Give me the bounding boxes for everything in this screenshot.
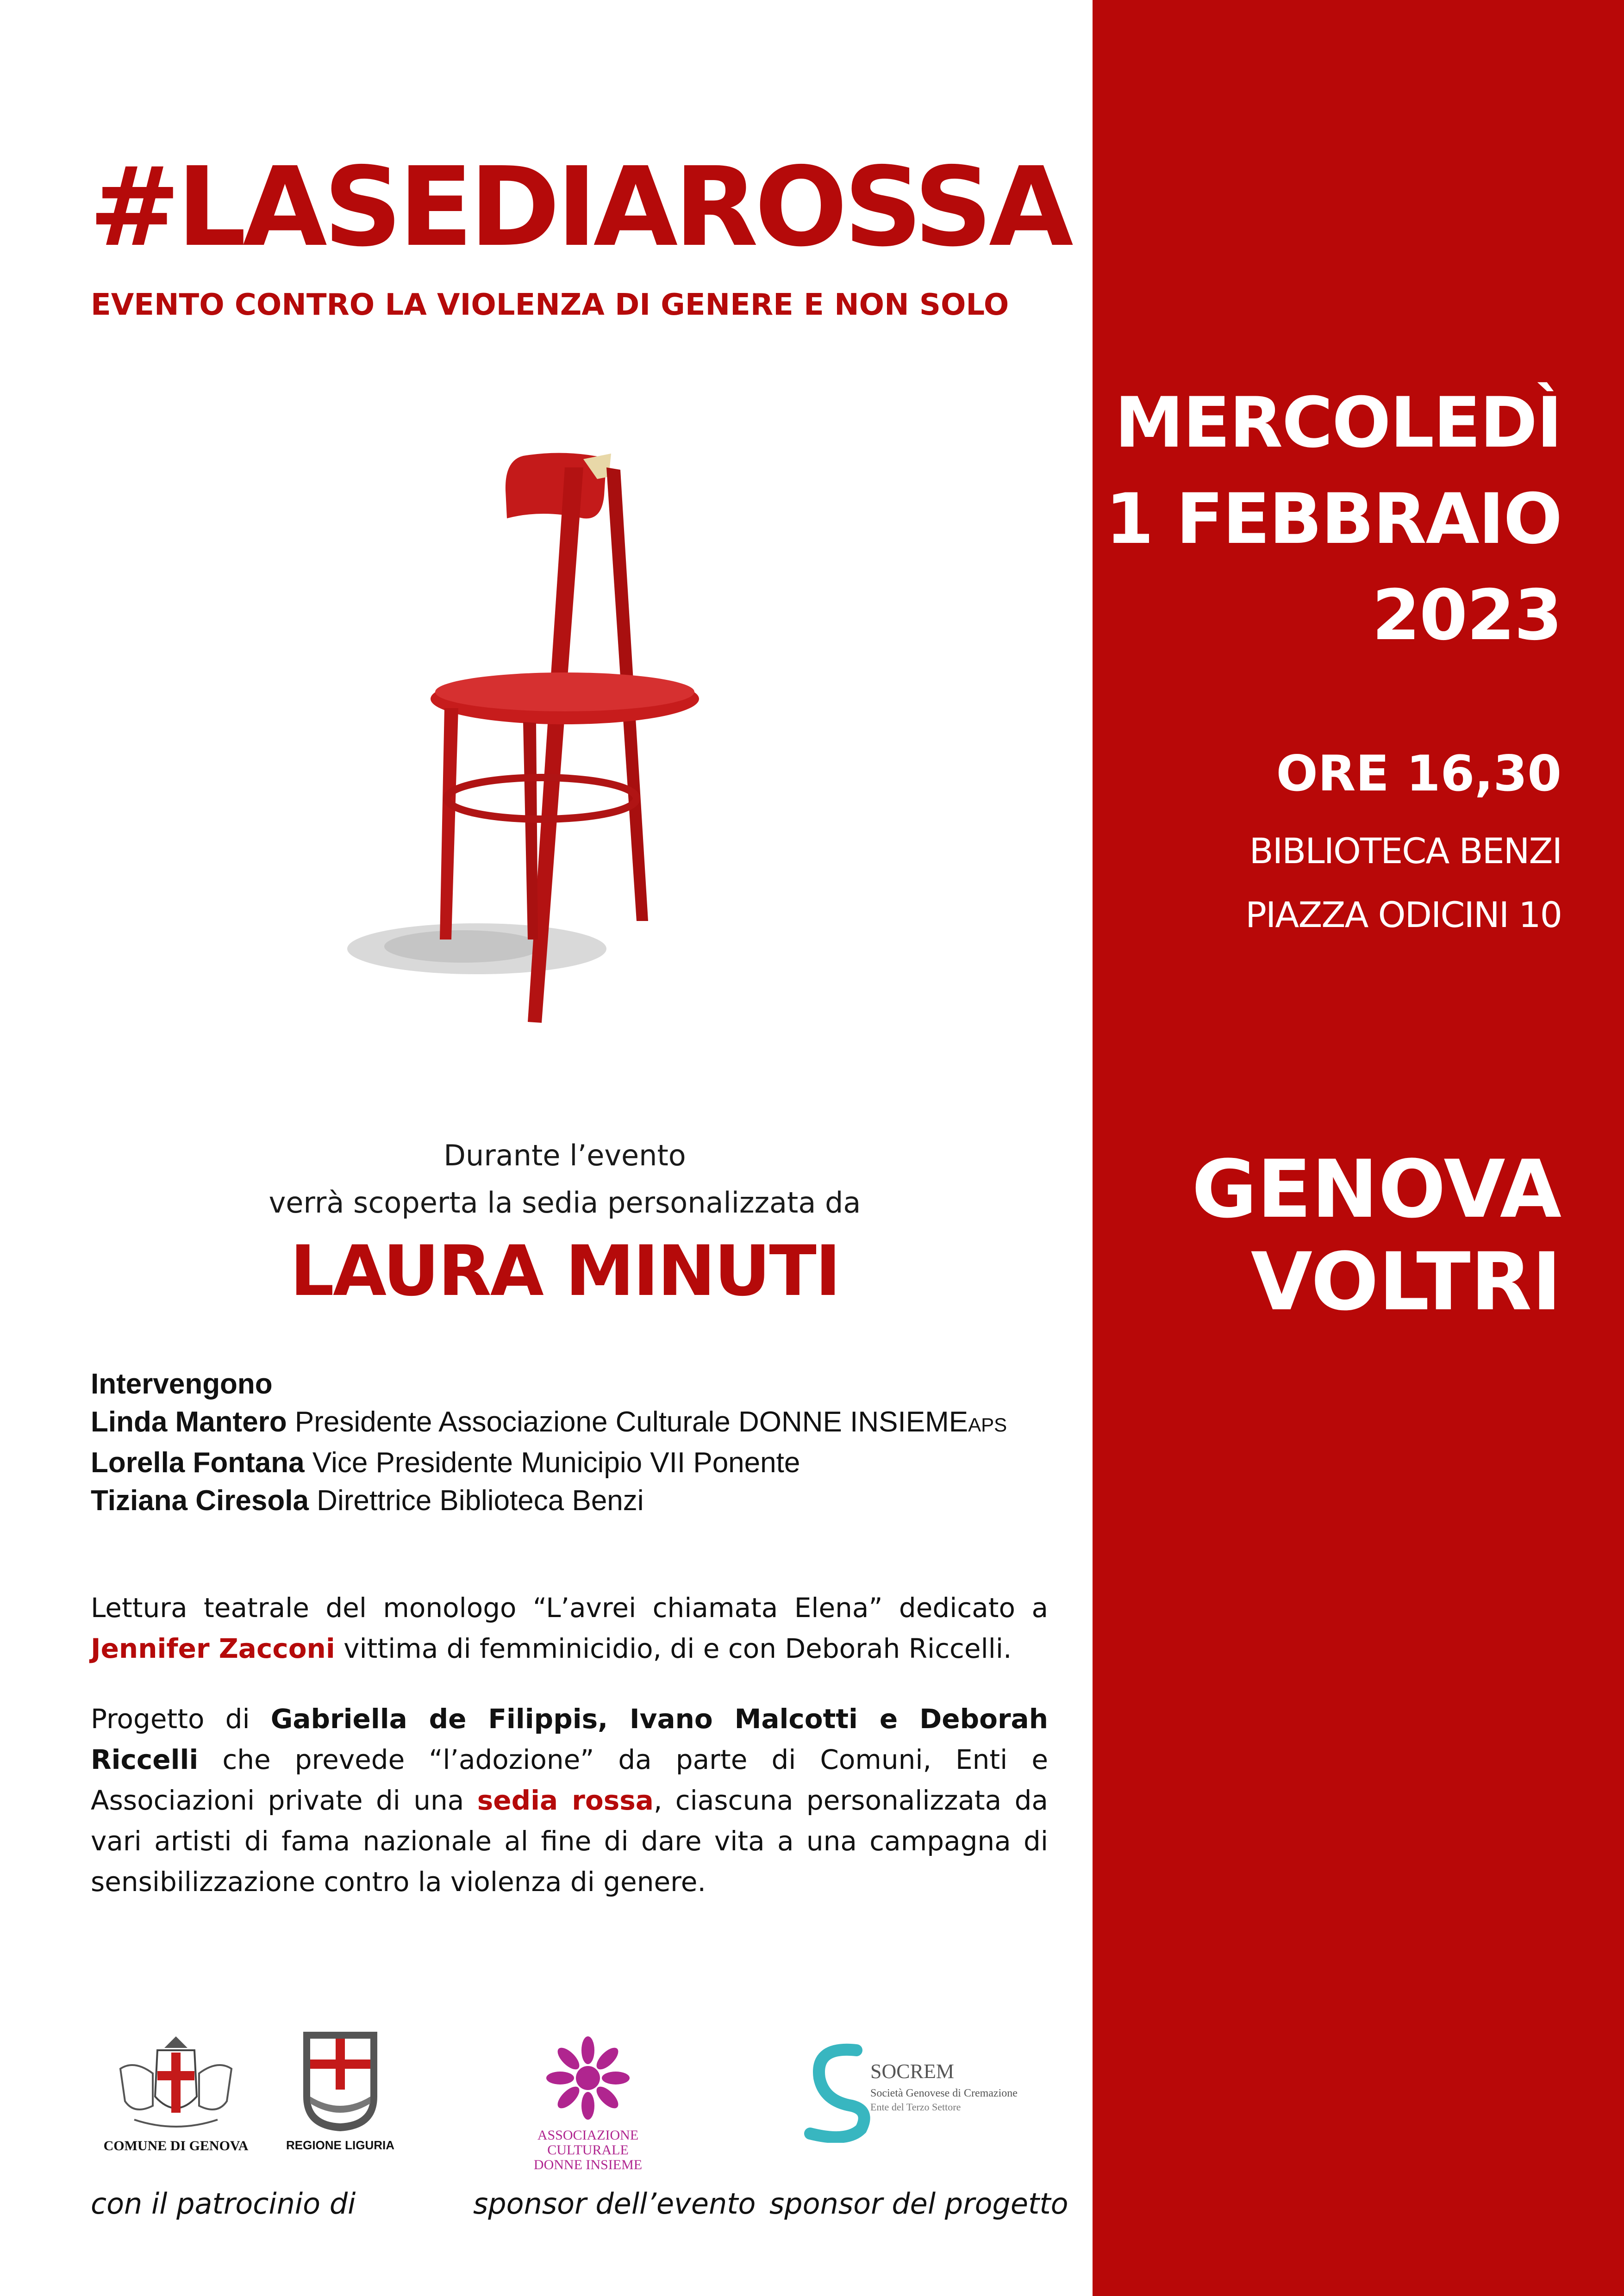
- victim-name: Jennifer Zacconi: [91, 1633, 335, 1664]
- project-text-mid: che prevede “l’adozione” da parte di Comuni, Enti e Associazioni private di una: [91, 1744, 1048, 1816]
- district-name: VOLTRI: [1250, 1235, 1562, 1328]
- project-sponsor-caption: sponsor del progetto: [769, 2187, 1068, 2221]
- speaker-item: [91, 1403, 1007, 1444]
- patronage-caption: con il patrocinio di: [91, 2187, 356, 2221]
- date-sidebar: [1093, 0, 1624, 2296]
- event-subtitle: EVENTO CONTRO LA VIOLENZA DI GENERE E NON SOLO: [91, 288, 1009, 322]
- liguria-shield-icon: [282, 2027, 398, 2138]
- liguria-logo-text: REGIONE LIGURIA: [286, 2138, 394, 2152]
- intro-line-1: Durante l’evento: [443, 1139, 686, 1172]
- socrem-s-icon: [796, 2041, 880, 2143]
- socrem-line-2: Ente del Terzo Settore: [870, 2101, 961, 2113]
- event-hashtag: #LASEDIAROSSA: [89, 143, 1070, 271]
- project-authors: Gabriella de Filippis, Ivano Malcotti e Deborah Riccelli: [91, 1703, 1048, 1775]
- comune-genova-logo: [88, 2027, 264, 2166]
- socrem-logo: [796, 2041, 1074, 2161]
- speaker-name: Linda Mantero: [91, 1406, 287, 1438]
- event-sponsor-caption: sponsor dell’evento: [473, 2187, 756, 2221]
- event-date: [1106, 375, 1562, 664]
- speaker-role: Presidente Associazione Culturale DONNE INSIEME: [287, 1406, 968, 1438]
- event-city: [1192, 1143, 1562, 1328]
- speaker-name: Lorella Fontana: [91, 1447, 305, 1479]
- donne-insieme-logo-text: [518, 2128, 657, 2172]
- venue-address: PIAZZA ODICINI 10: [1245, 894, 1562, 935]
- project-text: Progetto di: [91, 1703, 271, 1735]
- socrem-line-1: Società Genovese di Cremazione: [870, 2087, 1018, 2099]
- donne-line-2: CULTURALE: [547, 2142, 629, 2158]
- reading-paragraph: [91, 1587, 1048, 1669]
- event-day-month: 1 FEBBRAIO: [1105, 479, 1562, 560]
- event-year: 2023: [1372, 575, 1562, 656]
- event-venue: [1245, 819, 1562, 947]
- artist-name: LAURA MINUTI: [290, 1231, 840, 1312]
- event-time: ORE 16,30: [1276, 745, 1562, 802]
- red-chair-highlight: sedia rossa: [477, 1785, 654, 1816]
- flower-icon: [518, 2022, 657, 2129]
- intro-line-2: verrà scoperta la sedia personalizzata da: [269, 1186, 861, 1220]
- socrem-name: SOCREM: [870, 2060, 954, 2083]
- donne-line-1: ASSOCIAZIONE: [537, 2128, 639, 2143]
- reading-text: Lettura teatrale del monologo “L’avrei chiamata Elena” dedicato a: [91, 1592, 1048, 1624]
- red-chair-illustration: [324, 440, 787, 1041]
- speakers-heading: Intervengono: [91, 1368, 273, 1400]
- genova-crest-icon: [88, 2027, 264, 2138]
- reading-text-end: vittima di femminicidio, di e con Deborah Riccelli.: [335, 1633, 1012, 1664]
- speaker-role: Vice Presidente Municipio VII Ponente: [304, 1447, 800, 1479]
- donne-insieme-logo: [518, 2022, 657, 2175]
- speaker-name: Tiziana Ciresola: [91, 1485, 309, 1517]
- regione-liguria-logo: [282, 2027, 398, 2166]
- event-day: MERCOLEDÌ: [1114, 383, 1562, 463]
- donne-line-3: DONNE INSIEME: [533, 2157, 643, 2172]
- speaker-item: [91, 1482, 1007, 1520]
- city-name: GENOVA: [1192, 1143, 1562, 1236]
- speaker-role-suffix: APS: [968, 1414, 1007, 1436]
- speaker-role: Direttrice Biblioteca Benzi: [308, 1485, 644, 1517]
- speakers-list: [91, 1365, 1007, 1520]
- venue-name: BIBLIOTECA BENZI: [1249, 830, 1562, 871]
- project-text-end: , ciascuna personalizzata da vari artisti di fama nazionale al fine di dare vita a una campagna di sensibilizzazione contro la violenza di genere.: [91, 1785, 1048, 1898]
- genova-logo-text: COMUNE DI GENOVA: [103, 2138, 249, 2153]
- project-paragraph: [91, 1699, 1048, 1902]
- speaker-item: [91, 1444, 1007, 1482]
